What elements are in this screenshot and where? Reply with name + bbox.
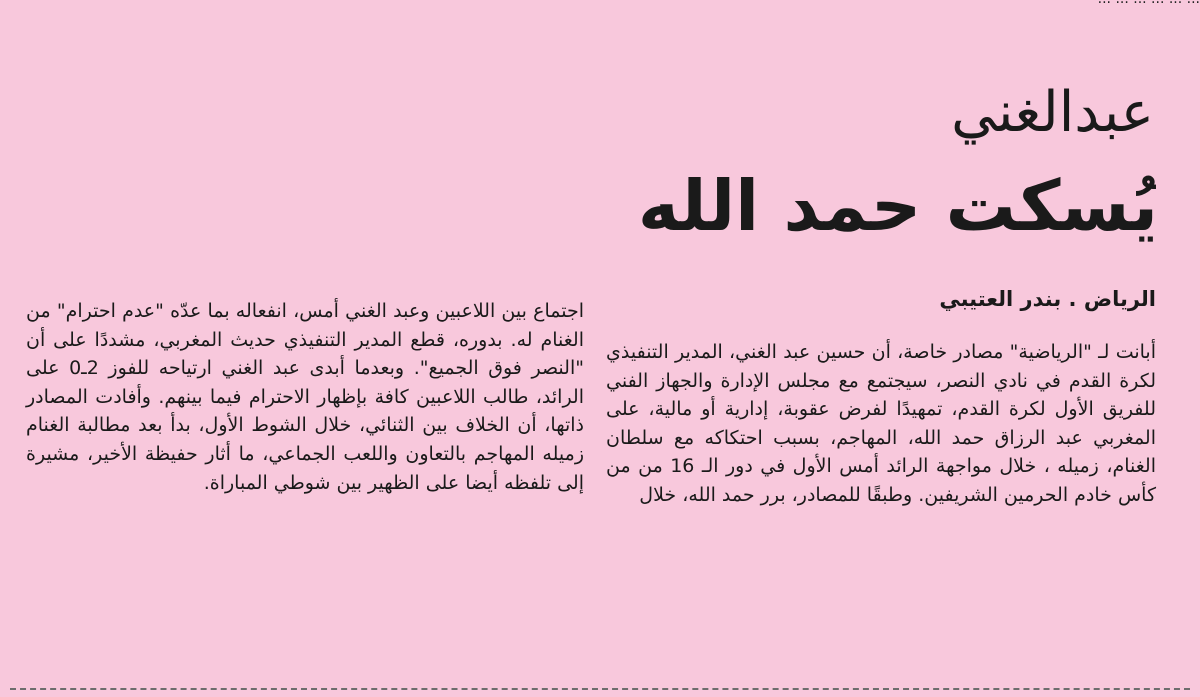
bottom-dashed-divider bbox=[10, 688, 1190, 690]
article-paragraph-right: أبانت لـ "الرياضية" مصادر خاصة، أن حسين عبد الغني، المدير التنفيذي لكرة القدم في نادي النصر، سيجتمع مع مجلس الإدارة والجهاز الفني للفريق الأول لكرة القدم، تمهيدًا لفرض عقوبة، إدارية أو مالية، على المغربي عبد الرزاق حمد الله، المهاجم، بسبب احتكاكه مع سلطان الغنام، زميله ، خلال مواجهة الرائد أمس الأول في دور الـ 16 من من كأس خادم الحرمين الشريفين. وطبقًا للمصادر، برر حمد الله، خلال bbox=[606, 341, 1156, 506]
headline: يُسكت حمد الله bbox=[637, 165, 1158, 247]
top-cropped-text bbox=[50, 0, 1200, 6]
byline: الرياض . بندر العتيبي bbox=[939, 287, 1156, 311]
article-column-left bbox=[26, 297, 584, 497]
article-paragraph-left: اجتماع بين اللاعبين وعبد الغني أمس، انفعاله بما عدّه "عدم احترام" من الغنام له. بدوره، قطع المدير التنفيذي حديث المغربي، مشددًا على أن "النصر فوق الجميع". وبعدما أبدى عبد الغني ارتياحه للفوز 2ـ0 على الرائد، طالب اللاعبين كافة بإظهار الاحترام فيما بينهم. وأفادت المصادر ذاتها، أن الخلاف بين الثنائي، خلال الشوط الأول، بدأ بعد مطالبة الغنام زميله المهاجم بالتعاون واللعب الجماعي، ما أثار حفيظة الأخير، مشيرة إلى تلفظه أيضا على الظهير بين شوطي المباراة. bbox=[26, 300, 584, 494]
article-column-right bbox=[606, 338, 1156, 510]
top-cropped-text-strip bbox=[0, 0, 1200, 12]
headline-kicker: عبدالغني bbox=[951, 80, 1154, 145]
